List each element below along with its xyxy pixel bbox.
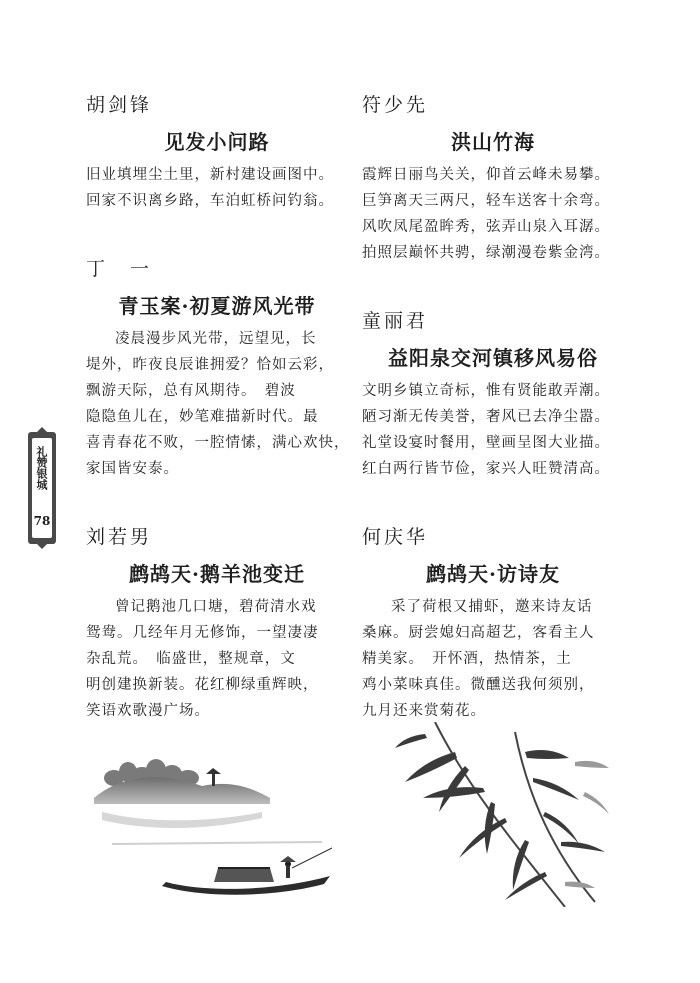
poem-line: 红白两行皆节俭，家兴人旺赞清高。 [362,461,610,477]
poem-line: 鸡小菜味真佳。微醺送我何须别， [362,677,595,693]
poem-author: 刘若男 [86,526,153,548]
poem-line: 拍照层巅怀共骋，绿潮漫卷紫金湾。 [362,245,610,261]
page-number: 78 [33,514,51,528]
poem-line: 风吹凤尾盈眸秀，弦弄山泉入耳潺。 [362,219,610,235]
poem-line: 礼堂设宴时餐用，壁画呈图大业描。 [362,435,610,451]
poem-line: 鸳鸯。几经年月无修饰，一望凄凄 [86,625,319,641]
poem-title: 鹧鸪天·鹅羊池变迁 [129,562,305,586]
left-column [86,88,348,724]
poem-line: 杂乱荒。 临盛世，整规章，文 [86,651,296,667]
poem-author: 何庆华 [362,526,429,548]
poem-line: 桑麻。厨尝媳妇高超艺，客看主人 [362,625,595,641]
poem-line: 回家不识离乡路，车泊虹桥问钓翁。 [86,193,334,209]
poem-title: 洪山竹海 [451,130,535,154]
landscape-boat-illustration [92,752,352,902]
poem-line: 采了荷根又捕虾，邀来诗友话 [391,599,593,615]
poem-line: 凌晨漫步风光带，远望见，长 [115,331,317,347]
poem-line: 堤外，昨夜良辰谁拥爱？恰如云彩， [86,357,334,373]
poem-author: 童丽君 [362,310,429,332]
poem-line: 精美家。 开怀酒，热情茶，土 [362,651,572,667]
poem-line: 巨笋离天三两尺，轻车送客十余弯。 [362,193,610,209]
poem-line: 文明乡镇立奇标，惟有贤能敢弄潮。 [362,383,610,399]
poem-line: 明创建换新装。花红柳绿重辉映， [86,677,319,693]
page-side-tab [28,432,56,544]
poem-line: 家国皆安泰。 [86,461,179,477]
poem-line: 笑语欢歌漫广场。 [86,703,210,719]
poem-line: 喜青春花不败，一腔情愫，满心欢快， [86,435,350,451]
poem-title: 益阳泉交河镇移风易俗 [388,346,598,370]
poem-line: 曾记鹅池几口塘，碧荷清水戏 [115,599,317,615]
poem-line: 隐隐鱼儿在，妙笔难描新时代。最 [86,409,319,425]
right-column [362,88,624,724]
poem-author: 符少先 [362,94,429,116]
bamboo-illustration [395,722,620,907]
poem-line: 飘游天际，总有风期待。 碧波 [86,383,296,399]
poem-line: 陋习渐无传美誉，奢风已去净尘嚣。 [362,409,610,425]
poem-title: 青玉案·初夏游风光带 [118,294,316,318]
poem-line: 九月还来赏菊花。 [362,703,486,719]
poem-author: 丁 一 [86,258,153,280]
section-label: 礼赞银城 [35,446,48,490]
poem-title: 见发小问路 [164,130,270,154]
poem-title: 鹧鸪天·访诗友 [426,562,560,586]
poem-line: 霞辉日丽鸟关关，仰首云峰未易攀。 [362,167,610,183]
poem-author: 胡剑锋 [86,94,153,116]
poem-line: 旧业填埋尘土里，新村建设画图中。 [86,167,334,183]
